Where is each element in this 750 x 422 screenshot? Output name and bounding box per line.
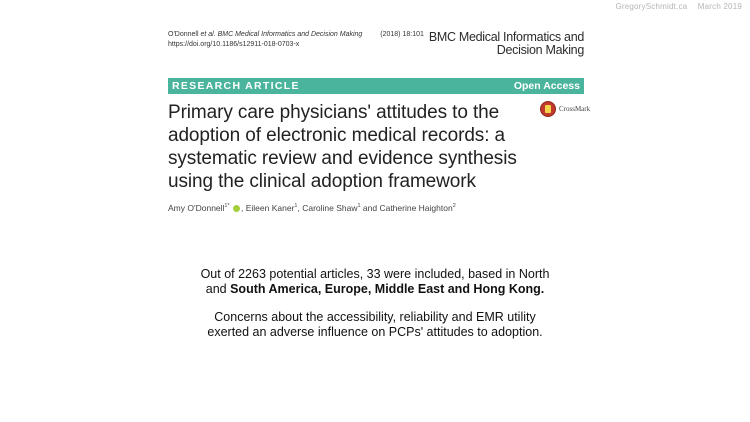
author-affiliation: 1 <box>294 203 298 210</box>
author-affiliation: 1 <box>357 203 361 210</box>
watermark-date: March 2019 <box>697 2 742 11</box>
citation-authors: O'Donnell <box>168 31 199 38</box>
crossmark-badge[interactable] <box>540 101 590 117</box>
citation-doi[interactable]: https://doi.org/10.1186/s12911-018-0703-x <box>168 41 300 48</box>
author-name: Eileen Kaner <box>245 203 295 213</box>
author-name: Catherine Haighton <box>379 203 453 213</box>
citation-year: (2018) 18:101 <box>380 31 424 38</box>
summary-paragraph-2: Concerns about the accessibility, reliability and EMR utility exerted an adverse influence on PCPs' attitudes to adoption. <box>207 310 543 339</box>
summary-p1-text: Out of 2263 potential articles, 33 were included, based in North and <box>200 267 550 296</box>
summary-paragraph-1 <box>195 267 555 297</box>
summary-text <box>195 267 555 353</box>
author-affiliation: 1* <box>224 203 230 210</box>
citation-journal: et al. BMC Medical Informatics and Decision Making <box>200 31 363 38</box>
author-list: Amy O'Donnell$^{1*}$ , Eileen Kaner$^1$, Caroline Shaw$^1$ and Catherine Haighton$^2$ <box>168 203 456 213</box>
author-name: Amy O'Donnell <box>168 203 225 213</box>
journal-logo-line1: BMC Medical Informatics and <box>428 30 584 44</box>
crossmark-label: CrossMark <box>559 105 591 113</box>
summary-p1-regions: South America, Europe, Middle East and Hong Kong. <box>230 282 545 296</box>
citation-header <box>168 30 424 50</box>
author-name: Caroline Shaw <box>302 203 358 213</box>
orcid-icon[interactable] <box>233 205 240 212</box>
author-affiliation: 2 <box>452 203 456 210</box>
crossmark-icon <box>540 101 556 117</box>
open-access-label: Open Access <box>513 80 580 92</box>
journal-logo-line2: Decision Making <box>496 43 584 57</box>
article-type-label: RESEARCH ARTICLE <box>172 80 300 92</box>
journal-logo <box>429 31 584 57</box>
watermark-site: GregorySchmidt.ca <box>615 2 688 11</box>
watermark <box>607 2 742 11</box>
article-title: Primary care physicians' attitudes to the adoption of electronic medical records: a systematic review and evidence synthesis using the clinical adoption framework <box>168 102 517 192</box>
article-type-banner <box>168 78 584 94</box>
